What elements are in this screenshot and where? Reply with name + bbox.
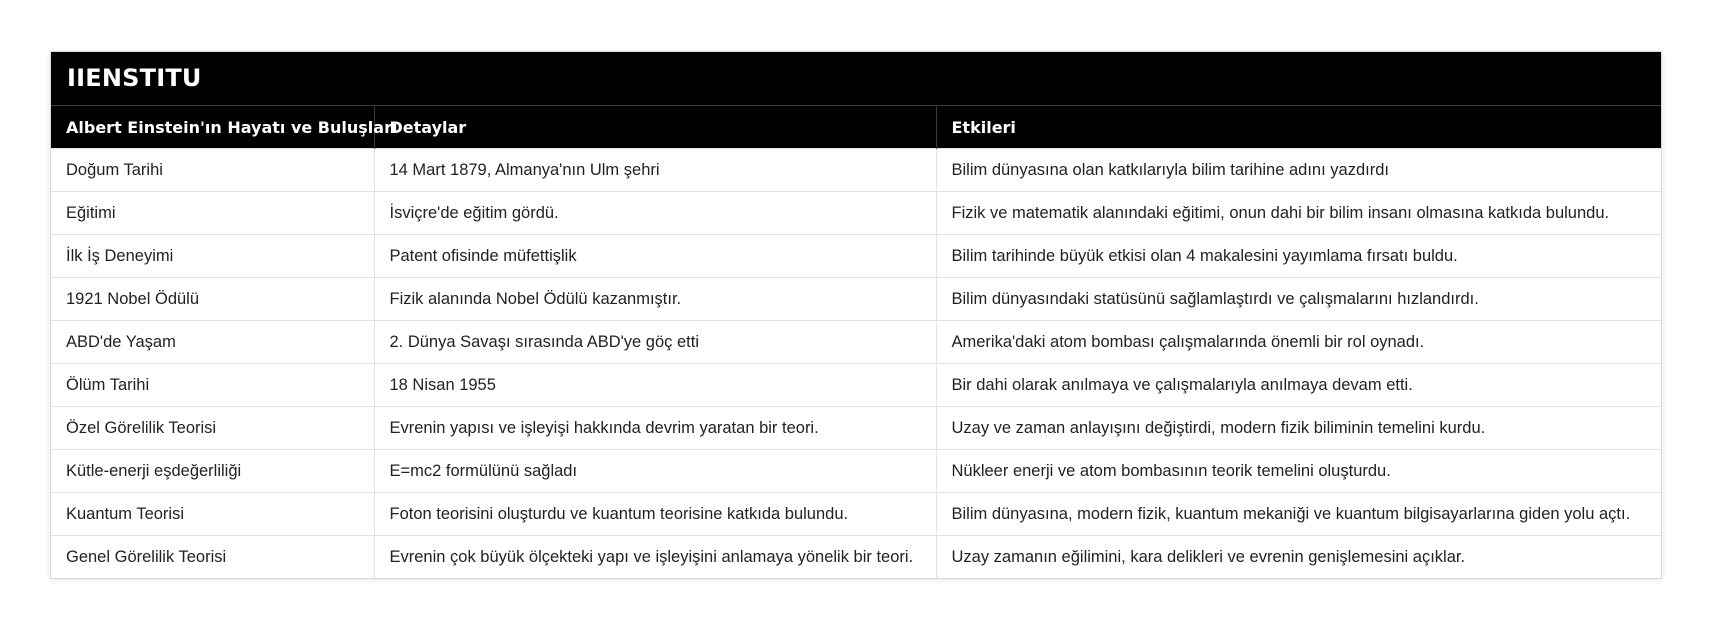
column-header-effects: Etkileri: [936, 106, 1661, 149]
einstein-table: [51, 105, 1661, 578]
table-row: [51, 450, 1661, 493]
cell-topic: Özel Görelilik Teorisi: [51, 407, 374, 450]
table-row: [51, 536, 1661, 579]
cell-details: Patent ofisinde müfettişlik: [374, 235, 936, 278]
cell-topic: Kütle-enerji eşdeğerliliği: [51, 450, 374, 493]
cell-effects: Amerika'daki atom bombası çalışmalarında önemli bir rol oynadı.: [936, 321, 1661, 364]
cell-topic: Kuantum Teorisi: [51, 493, 374, 536]
cell-effects: Bilim dünyasındaki statüsünü sağlamlaştırdı ve çalışmalarını hızlandırdı.: [936, 278, 1661, 321]
cell-effects: Bilim tarihinde büyük etkisi olan 4 makalesini yayımlama fırsatı buldu.: [936, 235, 1661, 278]
table-row: [51, 364, 1661, 407]
column-header-details: Detaylar: [374, 106, 936, 149]
table-header: [51, 106, 1661, 149]
cell-effects: Nükleer enerji ve atom bombasının teorik temelini oluşturdu.: [936, 450, 1661, 493]
cell-effects: Bilim dünyasına, modern fizik, kuantum mekaniği ve kuantum bilgisayarlarına giden yolu açtı.: [936, 493, 1661, 536]
table-row: [51, 493, 1661, 536]
cell-topic: ABD'de Yaşam: [51, 321, 374, 364]
table-row: [51, 192, 1661, 235]
cell-topic: Ölüm Tarihi: [51, 364, 374, 407]
cell-effects: Uzay ve zaman anlayışını değiştirdi, modern fizik biliminin temelini kurdu.: [936, 407, 1661, 450]
cell-effects: Bilim dünyasına olan katkılarıyla bilim tarihine adını yazdırdı: [936, 149, 1661, 192]
cell-topic: Doğum Tarihi: [51, 149, 374, 192]
table-row: [51, 321, 1661, 364]
cell-details: Evrenin çok büyük ölçekteki yapı ve işleyişini anlamaya yönelik bir teori.: [374, 536, 936, 579]
cell-effects: Uzay zamanın eğilimini, kara delikleri ve evrenin genişlemesini açıklar.: [936, 536, 1661, 579]
cell-topic: Genel Görelilik Teorisi: [51, 536, 374, 579]
cell-details: E=mc2 formülünü sağladı: [374, 450, 936, 493]
cell-details: İsviçre'de eğitim gördü.: [374, 192, 936, 235]
cell-effects: Fizik ve matematik alanındaki eğitimi, onun dahi bir bilim insanı olmasına katkıda bulundu.: [936, 192, 1661, 235]
table-row: [51, 407, 1661, 450]
cell-details: 14 Mart 1879, Almanya'nın Ulm şehri: [374, 149, 936, 192]
table-row: [51, 235, 1661, 278]
cell-topic: 1921 Nobel Ödülü: [51, 278, 374, 321]
data-table-container: [50, 51, 1662, 579]
cell-details: Foton teorisini oluşturdu ve kuantum teorisine katkıda bulundu.: [374, 493, 936, 536]
cell-topic: Eğitimi: [51, 192, 374, 235]
cell-details: Evrenin yapısı ve işleyişi hakkında devrim yaratan bir teori.: [374, 407, 936, 450]
table-row: [51, 149, 1661, 192]
cell-topic: İlk İş Deneyimi: [51, 235, 374, 278]
cell-details: Fizik alanında Nobel Ödülü kazanmıştır.: [374, 278, 936, 321]
column-header-life: Albert Einstein'ın Hayatı ve Buluşları: [51, 106, 374, 149]
header-row: [51, 106, 1661, 149]
cell-effects: Bir dahi olarak anılmaya ve çalışmalarıyla anılmaya devam etti.: [936, 364, 1661, 407]
table-caption: IIENSTITU: [51, 52, 1661, 105]
table-body: [51, 149, 1661, 579]
table-row: [51, 278, 1661, 321]
cell-details: 2. Dünya Savaşı sırasında ABD'ye göç etti: [374, 321, 936, 364]
cell-details: 18 Nisan 1955: [374, 364, 936, 407]
